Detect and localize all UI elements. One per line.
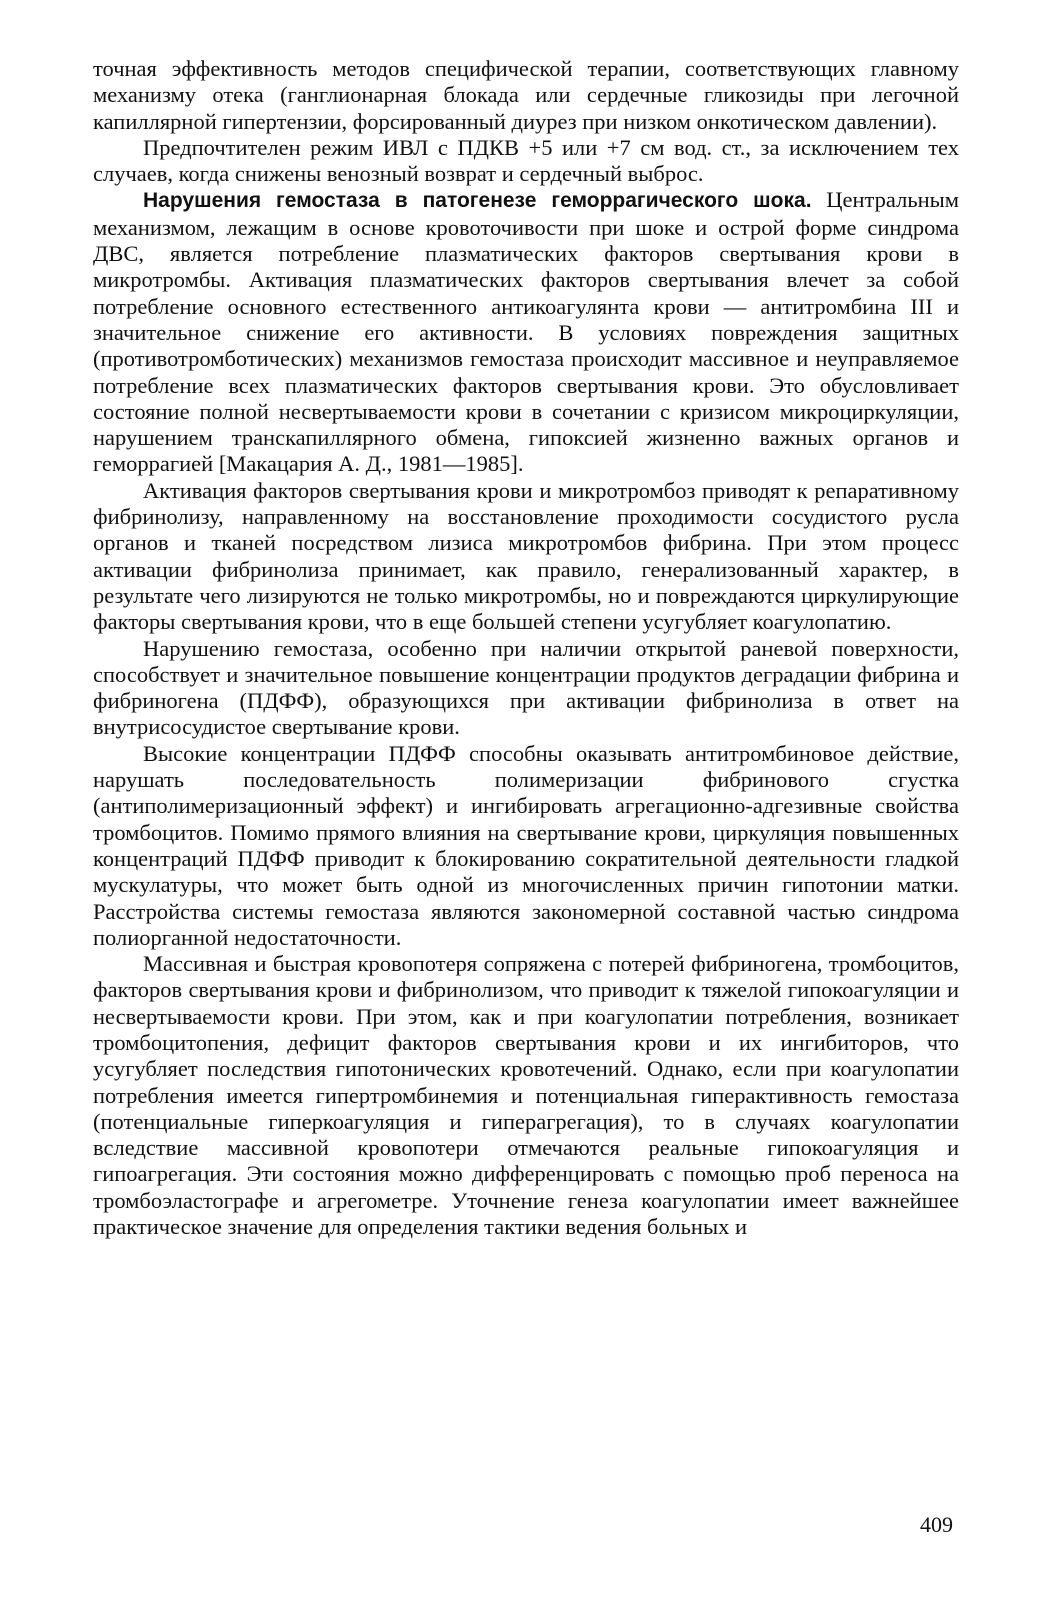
paragraph-continuation (93, 56, 959, 135)
paragraph-text: Активация факторов свертывания крови и микротромбоз приводят к репаративному фибринолизу, направленному на восстановление проходимости сосудистого русла органов и тканей посредством лизиса микротромбов фибрина. При этом процесс активации фибринолиза принимает, как правило, генерализованный характер, в результате чего лизируются не только микротромбы, но и повреждаются циркулирующие факторы свертывания крови, что в еще большей степени усугубляет коагулопатию. (93, 477, 959, 635)
paragraph-text: Предпочтителен режим ИВЛ с ПДКВ +5 или +7 см вод. ст., за исключением тех случаев, когда снижены венозный возврат и сердечный выброс. (93, 134, 959, 187)
paragraph (93, 951, 959, 1240)
paragraph-text: Высокие концентрации ПДФФ способны оказывать антитромбиновое действие, нарушать последовательность полимеризации фибринового сгустка (антиполимеризационный эффект) и ингибировать агрегационно-адгезивные свойства тромбоцитов. Помимо прямого влияния на свертывание крови, циркуляция повышенных концентраций ПДФФ приводит к блокированию сократительной деятельности гладкой мускулатуры, что может быть одной из многочисленных причин гипотонии матки. Расстройства системы гемостаза являются закономерной составной частью синдрома полиорганной недостаточности. (93, 740, 959, 950)
paragraph (93, 135, 959, 188)
paragraph-text: Массивная и быстрая кровопотеря сопряжена с потерей фибриногена, тромбоцитов, факторов свертывания крови и фибринолизом, что приводит к тяжелой гипокоагуляции и несвертываемости крови. При этом, как и при коагулопатии потребления, возникает тромбоцитопения, дефицит факторов свертывания крови и их ингибиторов, что усугубляет последствия гипотонических кровотечений. Однако, если при коагулопатии потребления имеется гипертромбинемия и потенциальная гиперактивность гемостаза (потенциальные гиперкоагуляция и гиперагрегация), то в случаях коагулопатии вследствие массивной кровопотери отмечаются реальные гипокоагуляция и гипоагрегация. Эти состояния можно дифференцировать с помощью проб переноса на тромбоэластографе и агрегометре. Уточнение генеза коагулопатии имеет важнейшее практическое значение для определения тактики ведения больных и (93, 951, 959, 1240)
paragraph-with-heading (93, 187, 959, 477)
paragraph-text: Нарушению гемостаза, особенно при наличии открытой раневой поверхности, способствует и значительное повышение концентрации продуктов деградации фибрина и фибриногена (ПДФФ), образующихся при активации фибринолиза в ответ на внутрисосудистое свертывание крови. (93, 635, 959, 740)
section-heading: Нарушения гемостаза в патогенезе геморрагического шока. (143, 189, 812, 213)
paragraph-text: точная эффективность методов специфической терапии, соответствующих главному механизму отека (ганглионарная блокада или сердечные гликозиды при легочной капиллярной гипертензии, форсированный диурез при низком онкотическом давлении). (93, 56, 959, 134)
paragraph (93, 478, 959, 636)
paragraph-text: Центральным механизмом, лежащим в основе кровоточивости при шоке и острой форме синдрома ДВС, является потребление плазматических факторов свертывания крови в микротромбы. Активация плазматических факторов свертывания влечет за собой потребление основного естественного антикоагулянта крови — антитромбина III и значительное снижение его активности. В условиях повреждения защитных (противотромботических) механизмов гемостаза происходит массивное и неуправляемое потребление всех плазматических факторов свертывания крови. Это обусловливает состояние полной несвертываемости крови в сочетании с кризисом микроциркуляции, нарушением транскапиллярного обмена, гипоксией жизненно важных органов и геморрагией [Макацария А. Д., 1981—1985]. (93, 187, 959, 477)
page-number: 409 (920, 1512, 953, 1537)
page-body (93, 56, 959, 1240)
paragraph (93, 741, 959, 951)
paragraph (93, 636, 959, 741)
